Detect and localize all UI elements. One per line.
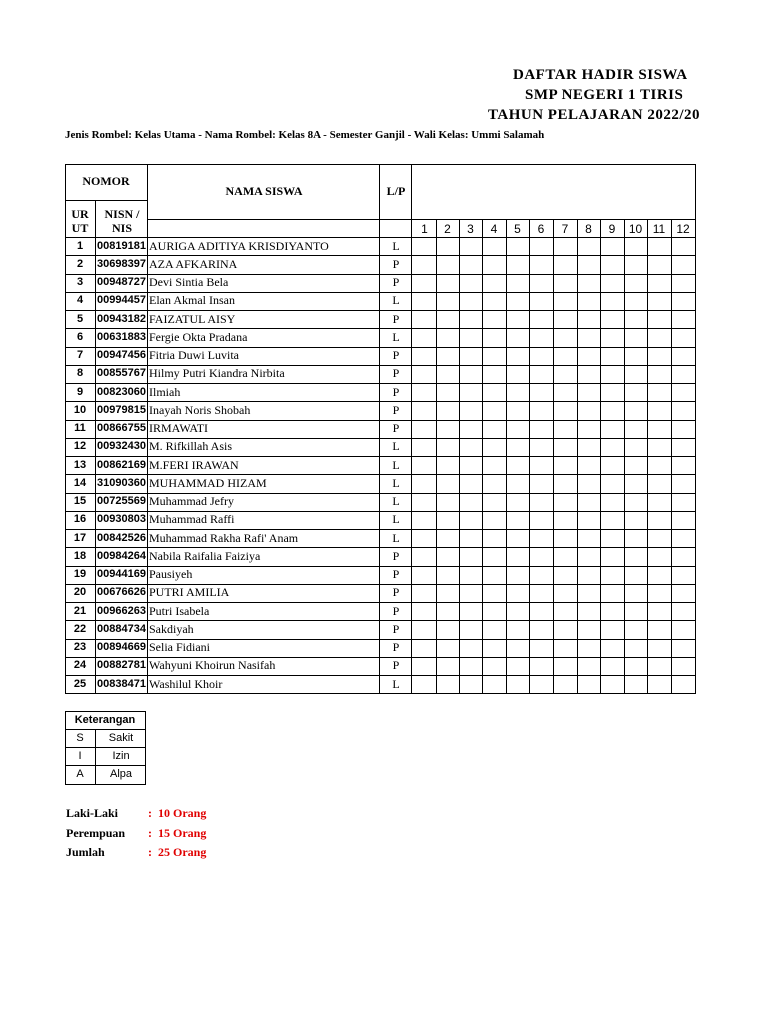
row-number: 14 xyxy=(73,476,87,489)
legend-label: Sakit xyxy=(108,732,134,744)
grid-line xyxy=(65,164,695,165)
grid-line xyxy=(65,200,147,201)
legend-label: Alpa xyxy=(109,768,133,780)
grid-line xyxy=(647,219,648,693)
row-gender: L xyxy=(392,512,400,527)
row-number: 13 xyxy=(73,458,87,471)
row-nisn: 00882781 xyxy=(97,659,146,672)
row-nisn: 00819181 xyxy=(97,239,146,252)
header-nomor: NOMOR xyxy=(82,174,130,188)
legend-label: Izin xyxy=(112,750,130,762)
row-number: 2 xyxy=(76,257,84,270)
row-gender: L xyxy=(392,676,400,691)
row-number: 9 xyxy=(76,385,84,398)
row-number: 21 xyxy=(73,604,87,617)
row-gender: P xyxy=(392,275,400,289)
row-nisn: 00838471 xyxy=(97,677,146,690)
header-urut-line1: UR xyxy=(71,207,89,221)
row-student-name: Selia Fidiani xyxy=(149,640,210,654)
row-number: 8 xyxy=(76,367,84,380)
header-nisn-line1: NISN / xyxy=(104,207,140,221)
row-number: 1 xyxy=(76,239,84,252)
grid-line xyxy=(624,219,625,693)
legend-code: I xyxy=(78,750,82,762)
row-gender: P xyxy=(392,311,400,326)
row-number: 7 xyxy=(76,349,84,361)
row-gender: L xyxy=(392,329,400,344)
row-nisn: 00631883 xyxy=(97,330,146,343)
summary-colon: : xyxy=(148,806,152,820)
row-gender: P xyxy=(392,366,400,381)
grid-line xyxy=(65,693,696,694)
row-nisn: 00943182 xyxy=(97,312,146,325)
row-number: 6 xyxy=(76,330,84,343)
row-nisn: 00979815 xyxy=(97,403,146,416)
row-nisn: 00894669 xyxy=(97,641,146,653)
grid-line xyxy=(600,219,601,693)
row-student-name: Fergie Okta Pradana xyxy=(149,329,248,344)
row-student-name: M. Rifkillah Asis xyxy=(149,439,233,454)
row-nisn: 00930803 xyxy=(97,513,146,526)
row-number: 20 xyxy=(73,586,87,599)
row-nisn: 00862169 xyxy=(97,458,146,471)
row-gender: L xyxy=(392,238,400,253)
row-nisn: 30698397 xyxy=(97,257,146,270)
row-student-name: Hilmy Putri Kiandra Nirbita xyxy=(149,366,285,381)
row-student-name: Pausiyeh xyxy=(149,567,193,581)
school-name: SMP NEGERI 1 TIRIS xyxy=(525,87,684,103)
row-nisn: 00866755 xyxy=(97,422,146,434)
grid-line xyxy=(553,219,554,693)
summary-value: 25 Orang xyxy=(158,845,207,859)
row-number: 24 xyxy=(73,659,87,672)
day-number: 7 xyxy=(561,222,569,236)
row-student-name: PUTRI AMILIA xyxy=(149,585,230,600)
day-number: 6 xyxy=(537,222,545,236)
grid-line xyxy=(147,164,148,693)
row-student-name: Washilul Khoir xyxy=(149,676,223,691)
row-number: 12 xyxy=(73,440,87,453)
row-student-name: AZA AFKARINA xyxy=(149,256,238,271)
row-nisn: 00944169 xyxy=(97,568,146,580)
header-nama-siswa: NAMA SISWA xyxy=(225,184,303,198)
header-urut xyxy=(65,207,95,235)
row-nisn: 00994457 xyxy=(97,294,146,307)
header-nisn xyxy=(97,207,147,235)
row-nisn: 00676626 xyxy=(97,586,146,599)
summary-label: Perempuan xyxy=(66,825,126,840)
row-gender: L xyxy=(392,439,400,454)
day-number: 12 xyxy=(676,222,690,236)
grid-line xyxy=(506,219,507,693)
row-nisn: 00932430 xyxy=(97,440,146,453)
row-number: 4 xyxy=(76,294,84,307)
row-gender: P xyxy=(392,603,400,618)
grid-line xyxy=(411,164,412,693)
row-nisn: 00947456 xyxy=(97,349,146,361)
day-number: 8 xyxy=(585,222,592,236)
day-number: 11 xyxy=(652,222,666,236)
row-student-name: Fitria Duwi Luvita xyxy=(149,348,239,362)
grid-line xyxy=(459,219,460,693)
day-number: 2 xyxy=(444,222,451,236)
row-gender: P xyxy=(392,402,400,417)
day-number: 10 xyxy=(628,222,643,236)
row-gender: P xyxy=(392,348,400,362)
academic-year: TAHUN PELAJARAN 2022/20 xyxy=(488,107,701,123)
grid-line xyxy=(436,219,437,693)
row-number: 17 xyxy=(73,531,87,544)
row-student-name: Nabila Raifalia Faiziya xyxy=(149,548,261,563)
legend-title: Keterangan xyxy=(74,714,136,726)
row-student-name: Muhammad Jefry xyxy=(149,494,234,508)
row-student-name: Putri Isabela xyxy=(149,603,210,618)
row-number: 5 xyxy=(76,312,84,325)
row-gender: P xyxy=(392,640,400,654)
grid-line xyxy=(95,200,96,693)
grid-line xyxy=(482,219,483,693)
row-nisn: 00725569 xyxy=(97,495,146,507)
row-nisn: 00842526 xyxy=(97,531,146,544)
grid-line xyxy=(529,219,530,693)
summary-colon: : xyxy=(148,845,152,859)
row-number: 25 xyxy=(73,677,87,690)
row-number: 10 xyxy=(73,403,87,416)
row-student-name: M.FERI IRAWAN xyxy=(149,457,239,472)
grid-line xyxy=(65,784,146,785)
class-info: Jenis Rombel: Kelas Utama - Nama Rombel: Kelas 8A - Semester Ganjil - Wali Kelas: Ummi Salamah xyxy=(65,129,545,141)
document-title: DAFTAR HADIR SISWA xyxy=(513,67,688,83)
row-gender: P xyxy=(392,621,400,636)
row-student-name: MUHAMMAD HIZAM xyxy=(149,475,267,490)
summary-value: 10 Orang xyxy=(158,806,207,820)
header-nisn-line2: NIS xyxy=(111,221,132,235)
row-number: 16 xyxy=(73,513,87,526)
day-number: 5 xyxy=(514,222,521,236)
row-gender: P xyxy=(392,658,400,673)
row-student-name: Elan Akmal Insan xyxy=(149,293,235,308)
grid-line xyxy=(695,164,696,693)
summary-label: Jumlah xyxy=(66,845,105,859)
legend-code: S xyxy=(76,732,84,744)
row-gender: P xyxy=(392,548,400,563)
row-student-name: Ilmiah xyxy=(149,384,181,399)
grid-line xyxy=(577,219,578,693)
row-number: 19 xyxy=(73,568,87,580)
row-number: 18 xyxy=(73,549,87,562)
row-nisn: 31090360 xyxy=(97,476,146,489)
day-number: 4 xyxy=(490,222,498,236)
row-gender: L xyxy=(392,293,400,308)
row-student-name: Muhammad Raffi xyxy=(149,512,235,527)
row-number: 22 xyxy=(73,622,87,635)
summary-value: 15 Orang xyxy=(158,825,207,840)
row-gender: P xyxy=(392,421,400,435)
row-student-name: Devi Sintia Bela xyxy=(149,275,229,289)
row-number: 23 xyxy=(73,641,87,653)
day-number: 3 xyxy=(467,222,474,236)
row-gender: P xyxy=(392,567,400,581)
row-number: 3 xyxy=(76,276,84,288)
row-nisn: 00966263 xyxy=(97,604,146,617)
row-student-name: Muhammad Rakha Rafi' Anam xyxy=(149,530,299,545)
row-gender: P xyxy=(392,256,400,271)
row-nisn: 00984264 xyxy=(97,549,146,562)
row-student-name: Sakdiyah xyxy=(149,621,194,636)
day-number: 1 xyxy=(421,222,428,236)
row-gender: L xyxy=(392,530,400,545)
summary-label: Laki-Laki xyxy=(66,806,119,820)
row-nisn: 00948727 xyxy=(97,276,146,288)
header-lp: L/P xyxy=(386,184,406,198)
row-nisn: 00855767 xyxy=(97,367,146,380)
row-student-name: FAIZATUL AISY xyxy=(149,311,236,326)
day-number: 9 xyxy=(608,222,616,236)
grid-line xyxy=(379,164,380,693)
row-gender: L xyxy=(392,457,400,472)
row-number: 15 xyxy=(73,495,87,507)
grid-line xyxy=(671,219,672,693)
row-student-name: IRMAWATI xyxy=(149,421,209,435)
row-student-name: Inayah Noris Shobah xyxy=(149,402,251,417)
row-number: 11 xyxy=(74,422,86,434)
legend-code: A xyxy=(76,768,84,780)
row-nisn: 00884734 xyxy=(97,622,146,635)
row-gender: P xyxy=(392,384,400,399)
row-nisn: 00823060 xyxy=(97,385,146,398)
row-gender: L xyxy=(392,494,400,508)
row-student-name: Wahyuni Khoirun Nasifah xyxy=(149,658,276,673)
row-student-name: AURIGA ADITIYA KRISDIYANTO xyxy=(149,238,329,253)
row-gender: P xyxy=(392,585,400,600)
summary-colon: : xyxy=(148,825,152,840)
row-gender: L xyxy=(392,475,400,490)
header-urut-line2: UT xyxy=(71,221,89,235)
